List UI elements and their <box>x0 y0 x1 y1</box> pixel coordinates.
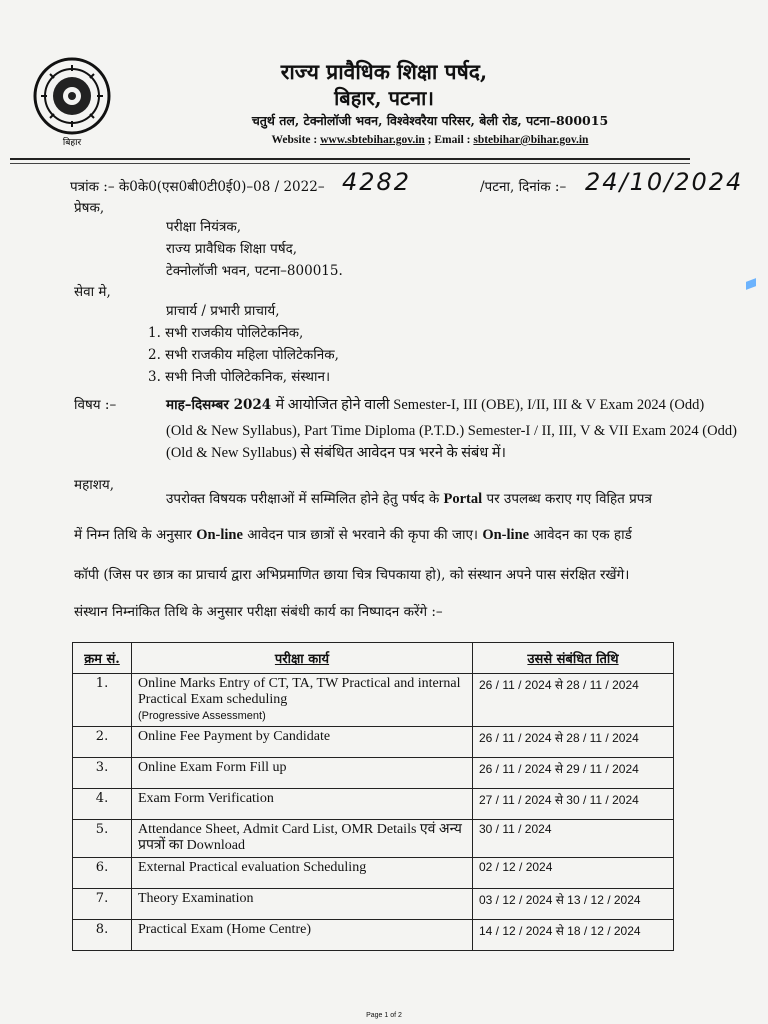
col-header-serial: क्रम सं. <box>73 643 132 674</box>
row-number: 5. <box>73 820 132 858</box>
body-text: में निम्न तिथि के अनुसार <box>74 527 192 543</box>
body-text: पर उपलब्ध कराए गए विहित प्रपत्र <box>486 491 652 507</box>
body-para-2 <box>74 526 632 544</box>
date-handwritten: 24/10/2024 <box>585 168 744 196</box>
row-date: 26 / 11 / 2024 से 28 / 11 / 2024 <box>473 674 674 727</box>
col-header-task: परीक्षा कार्य <box>132 643 473 674</box>
row-task-text: Online Marks Entry of CT, TA, TW Practical and internal Practical Exam scheduling <box>138 676 461 707</box>
recipient-item: 3. सभी निजी पोलिटेकनिक, संस्थान। <box>148 369 331 385</box>
website-link[interactable]: www.sbtebihar.gov.in <box>320 134 425 146</box>
sender-line: टेक्नोलॉजी भवन, पटना–800015. <box>166 263 343 279</box>
row-date: 27 / 11 / 2024 से 30 / 11 / 2024 <box>473 789 674 820</box>
table-row <box>73 920 674 951</box>
row-number: 4. <box>73 789 132 820</box>
salutation: महाशय, <box>74 477 115 493</box>
row-number: 6. <box>73 858 132 889</box>
ref-label: पत्रांक :– <box>70 179 115 195</box>
contact-line <box>130 134 730 146</box>
sender-line: परीक्षा नियंत्रक, <box>166 219 242 235</box>
table-row <box>73 727 674 758</box>
subject-line-1 <box>166 396 704 414</box>
email-label: ; Email : <box>427 134 471 146</box>
row-task: Online Fee Payment by Candidate <box>132 727 473 758</box>
table-row <box>73 758 674 789</box>
row-date: 14 / 12 / 2024 से 18 / 12 / 2024 <box>473 920 674 951</box>
seal-caption: बिहार <box>62 138 82 148</box>
table-header-row <box>73 643 674 674</box>
row-date: 26 / 11 / 2024 से 29 / 11 / 2024 <box>473 758 674 789</box>
sender-line: राज्य प्रावैधिक शिक्षा पर्षद, <box>166 241 298 257</box>
body-bold: On-line <box>196 527 243 543</box>
row-task <box>132 674 473 727</box>
ref-handwritten-number: 4282 <box>342 168 412 196</box>
table-row <box>73 820 674 858</box>
row-task: External Practical evaluation Scheduling <box>132 858 473 889</box>
row-task: Theory Examination <box>132 889 473 920</box>
ref-number <box>70 178 325 196</box>
recipient-title: प्राचार्य / प्रभारी प्राचार्य, <box>166 303 280 319</box>
row-number: 1. <box>73 674 132 727</box>
highlight-mark <box>746 278 756 290</box>
row-number: 7. <box>73 889 132 920</box>
org-address: चतुर्थ तल, टेक्नोलॉजी भवन, विश्वेश्वरैया परिसर, बेली रोड, पटना–800015 <box>251 113 609 128</box>
col-header-date: उससे संबंधित तिथि <box>473 643 674 674</box>
date-label: /पटना, दिनांक :– <box>480 179 567 195</box>
row-date: 30 / 11 / 2024 <box>473 820 674 858</box>
body-para-4: संस्थान निम्नांकित तिथि के अनुसार परीक्षा संबंधी कार्य का निष्पादन करेंगे :– <box>74 604 443 620</box>
table-row <box>73 858 674 889</box>
row-date: 02 / 12 / 2024 <box>473 858 674 889</box>
subject-lead: माह–दिसम्बर 2024 <box>166 397 272 413</box>
recipient-label: सेवा मे, <box>74 284 111 300</box>
header-divider-thin <box>10 163 690 164</box>
row-number: 8. <box>73 920 132 951</box>
table-row <box>73 674 674 727</box>
org-name: राज्य प्रावैधिक शिक्षा पर्षद, <box>280 59 488 84</box>
recipient-item: 1. सभी राजकीय पोलिटेकनिक, <box>148 325 304 341</box>
table-row <box>73 789 674 820</box>
body-bold: On-line <box>482 527 530 543</box>
body-text: आवेदन का एक हार्ड <box>533 527 632 543</box>
row-task: Attendance Sheet, Admit Card List, OMR Details एवं अन्य प्रपत्रों का Download <box>132 820 473 858</box>
row-number: 2. <box>73 727 132 758</box>
header-divider <box>10 158 690 160</box>
email-link[interactable]: sbtebihar@bihar.gov.in <box>473 134 589 146</box>
sender-label: प्रेषक, <box>74 200 105 216</box>
schedule-table <box>72 642 674 951</box>
body-para-1 <box>166 490 652 508</box>
subject-line-2: (Old & New Syllabus), Part Time Diploma (P.T.D.) Semester-I / II, III, V & VII Exam 2024 (Odd) <box>166 423 737 439</box>
page-number: Page 1 of 2 <box>366 1012 402 1019</box>
recipient-item: 2. सभी राजकीय महिला पोलिटेकनिक, <box>148 347 339 363</box>
body-text: उपरोक्त विषयक परीक्षाओं में सम्मिलित होने हेतु पर्षद के <box>166 491 440 507</box>
row-task: Practical Exam (Home Centre) <box>132 920 473 951</box>
subject-text: में आयोजित होने वाली Semester-I, III (OBE), I/II, III & V Exam 2024 (Odd) <box>275 397 705 413</box>
website-label: Website : <box>271 134 318 146</box>
body-bold: Portal <box>443 491 483 507</box>
org-place: बिहार, पटना। <box>334 86 434 110</box>
table-row <box>73 889 674 920</box>
subject-label: विषय :– <box>74 397 117 413</box>
ref-code: के0के0(एस0बी0टी0ई0)–08 / 2022– <box>118 179 325 195</box>
subject-line-3: (Old & New Syllabus) से संबंधित आवेदन पत्र भरने के संबंध में। <box>166 445 507 461</box>
row-date: 26 / 11 / 2024 से 28 / 11 / 2024 <box>473 727 674 758</box>
body-para-3: कॉपी (जिस पर छात्र का प्राचार्य द्वारा अभिप्रमाणित छाया चित्र चिपकाया हो), को संस्थान अपने पास संरक्षित रखेंगे। <box>74 567 630 583</box>
row-task: Exam Form Verification <box>132 789 473 820</box>
row-number: 3. <box>73 758 132 789</box>
row-task: Online Exam Form Fill up <box>132 758 473 789</box>
row-date: 03 / 12 / 2024 से 13 / 12 / 2024 <box>473 889 674 920</box>
body-text: आवेदन पात्र छात्रों से भरवाने की कृपा की जाए। <box>247 527 479 543</box>
row-task-note: (Progressive Assessment) <box>138 710 266 722</box>
